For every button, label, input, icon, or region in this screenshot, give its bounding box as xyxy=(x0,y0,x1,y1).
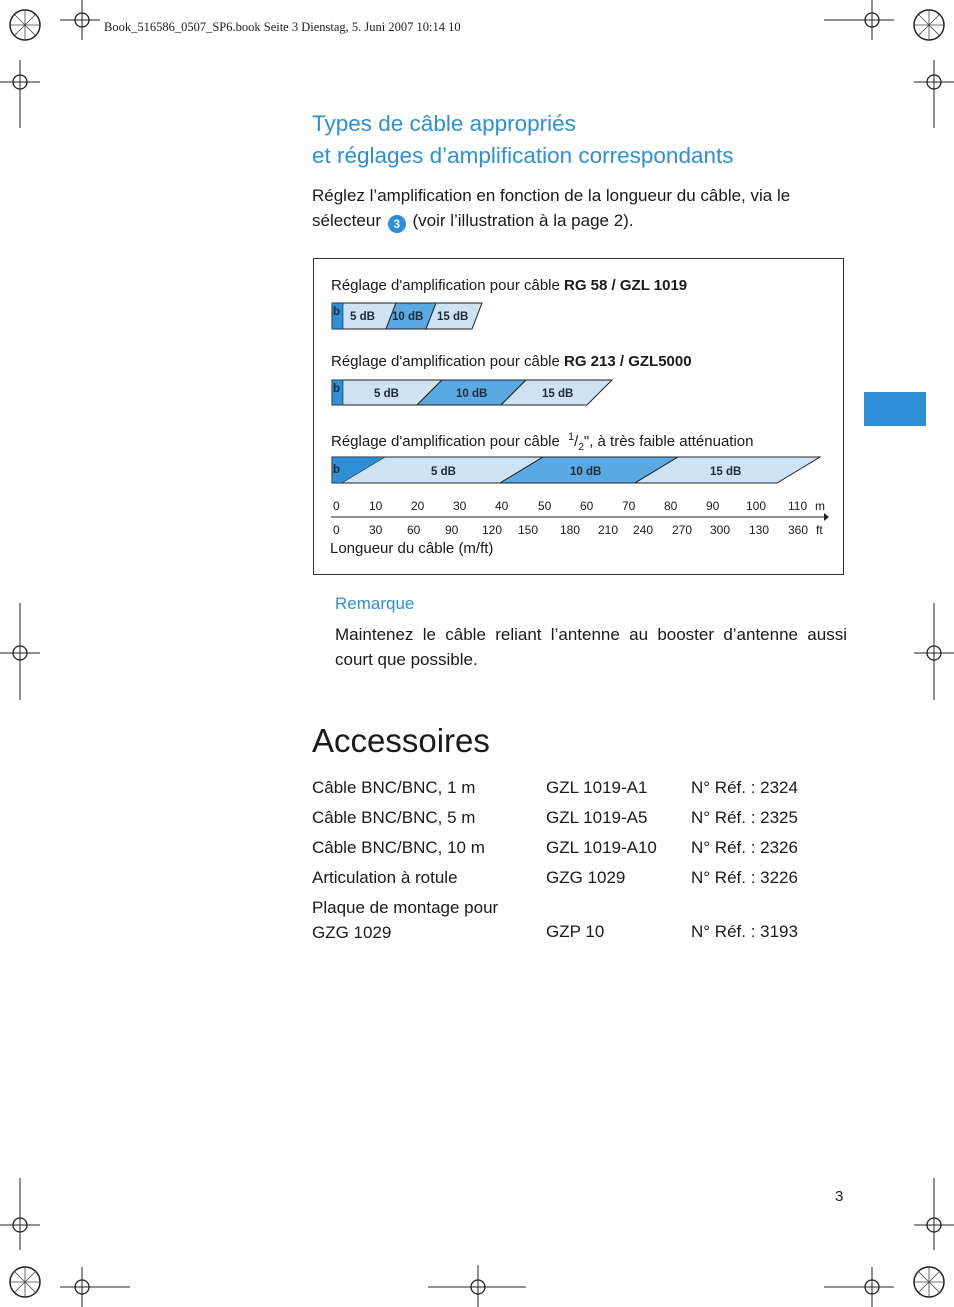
accessory-name: Câble BNC/BNC, 5 m xyxy=(312,808,476,827)
accessory-model: GZG 1029 xyxy=(546,868,626,887)
row-3-label-10db: 10 dB xyxy=(570,466,602,478)
axis-ft-tick: 60 xyxy=(407,523,421,537)
intro-text-after: (voir l’illustration à la page 2). xyxy=(412,210,634,230)
axis-ft-tick: 30 xyxy=(369,523,383,537)
selector-number-badge: 3 xyxy=(388,215,406,233)
cable-row-1-type: RG 58 / GZL 1019 xyxy=(564,277,688,294)
cable-row-3-suffix: ", à très faible atténuation xyxy=(583,433,754,450)
axis-caption: Longueur du câble (m/ft) xyxy=(330,540,494,557)
axis-m-tick: 20 xyxy=(411,499,425,513)
axis-ft-tick: 360 xyxy=(788,523,809,537)
accessory-model: GZL 1019-A10 xyxy=(546,838,657,857)
row-1-marker-label: b xyxy=(333,306,341,318)
axis-m-tick: 80 xyxy=(664,499,678,513)
axis-ft-tick: 180 xyxy=(560,523,581,537)
axis-m-tick: 70 xyxy=(622,499,636,513)
accessory-row xyxy=(312,866,872,891)
axis-m-tick: 40 xyxy=(495,499,509,513)
section-title xyxy=(312,108,734,172)
registration-mark-mid-right xyxy=(909,600,954,705)
axis-ft-tick: 120 xyxy=(482,523,503,537)
accessory-name: Câble BNC/BNC, 10 m xyxy=(312,838,485,857)
amplification-diagram xyxy=(313,258,844,575)
cable-row-3-prefix: Réglage d'amplification pour câble xyxy=(331,433,560,450)
axis-ft-unit: ft xyxy=(816,523,823,537)
accessory-ref: N° Réf. : 2326 xyxy=(691,838,798,857)
accessory-model: GZL 1019-A5 xyxy=(546,808,648,827)
note-body: Maintenez le câble reliant l’antenne au booster d’antenne aussi court que possible. xyxy=(335,625,847,669)
accessory-row xyxy=(312,806,872,831)
print-info: Book_516586_0507_SP6.book Seite 3 Dienstag, 5. Juni 2007 10:14 10 xyxy=(104,20,461,34)
registration-mark-bottom-right xyxy=(824,1175,954,1307)
row-2-label-5db: 5 dB xyxy=(374,388,399,400)
cable-row-1-prefix: Réglage d'amplification pour câble xyxy=(331,277,560,294)
intro-paragraph xyxy=(312,184,848,233)
row-2-label-10db: 10 dB xyxy=(456,388,488,400)
axis-m-tick: 60 xyxy=(580,499,594,513)
axis-m-tick: 30 xyxy=(453,499,467,513)
cable-row-3-frac-den: 2 xyxy=(578,442,584,453)
registration-mark-bottom-left xyxy=(0,1175,140,1307)
accessory-ref: N° Réf. : 3226 xyxy=(691,868,798,887)
accessory-ref: N° Réf. : 2324 xyxy=(691,778,798,797)
registration-mark-mid-left xyxy=(0,600,45,705)
intro-text-before: Réglez l’amplification en fonction de la longueur du câble, via le sélecteur xyxy=(312,186,791,230)
accessory-row xyxy=(312,836,872,861)
axis-m-tick: 110 xyxy=(788,499,808,513)
cable-row-label-3: Réglage d'amplification pour câble $^1/_2$", à très faible atténuation xyxy=(331,431,754,453)
axis-ft-tick: 0 xyxy=(333,523,340,537)
axis-ft-tick: 240 xyxy=(633,523,654,537)
accessory-row xyxy=(312,896,872,946)
accessory-row xyxy=(312,776,872,801)
axis-ft-tick: 270 xyxy=(672,523,693,537)
row-3-label-5db: 5 dB xyxy=(431,466,456,478)
axis-m-tick: 90 xyxy=(706,499,720,513)
registration-mark-bottom-center xyxy=(428,1260,528,1307)
axis-m-ticks xyxy=(333,499,825,513)
axis-ft-ticks xyxy=(333,523,823,537)
accessory-name: Plaque de montage pour GZG 1029 xyxy=(312,898,499,942)
section-title-line-2: et réglages d’amplification correspondants xyxy=(312,143,734,168)
row-3-marker-label: b xyxy=(333,464,341,476)
axis-m-tick: 50 xyxy=(538,499,552,513)
axis-ft-tick: 150 xyxy=(518,523,539,537)
axis-ft-tick: 210 xyxy=(598,523,619,537)
accessory-name: Articulation à rotule xyxy=(312,868,458,887)
axis-ft-tick: 90 xyxy=(445,523,459,537)
row-2-marker-label: b xyxy=(333,383,341,395)
length-axis-arrow-icon xyxy=(824,513,829,521)
accessory-ref: N° Réf. : 2325 xyxy=(691,808,798,827)
cable-row-2-prefix: Réglage d'amplification pour câble xyxy=(331,353,560,370)
accessory-ref: N° Réf. : 3193 xyxy=(691,922,798,941)
section-title-line-1: Types de câble appropriés xyxy=(312,111,576,136)
accessory-model: GZP 10 xyxy=(546,922,605,941)
row-3-label-15db: 15 dB xyxy=(710,466,742,478)
page-number: 3 xyxy=(835,1188,844,1205)
accessory-model: GZL 1019-A1 xyxy=(546,778,648,797)
row-1-label-10db: 10 dB xyxy=(392,311,424,323)
registration-mark-top-right xyxy=(824,0,954,130)
registration-mark-top-left xyxy=(0,0,100,130)
row-1-label-15db: 15 dB xyxy=(437,311,469,323)
cable-row-3-frac-num: 1 xyxy=(568,431,575,443)
axis-ft-tick: 130 xyxy=(749,523,770,537)
chapter-tab-marker xyxy=(864,392,926,426)
axis-ft-tick: 300 xyxy=(710,523,731,537)
cable-row-2-type: RG 213 / GZL5000 xyxy=(564,353,692,370)
axis-m-tick: 10 xyxy=(369,499,383,513)
note-title: Remarque xyxy=(335,594,415,613)
row-2-label-15db: 15 dB xyxy=(542,388,574,400)
axis-m-unit: m xyxy=(815,499,825,513)
accessories-title: Accessoires xyxy=(312,722,490,759)
axis-m-tick: 0 xyxy=(333,499,340,513)
row-1-label-5db: 5 dB xyxy=(350,311,375,323)
axis-m-tick: 100 xyxy=(746,499,767,513)
amplification-bars xyxy=(314,259,844,575)
accessory-name: Câble BNC/BNC, 1 m xyxy=(312,778,476,797)
